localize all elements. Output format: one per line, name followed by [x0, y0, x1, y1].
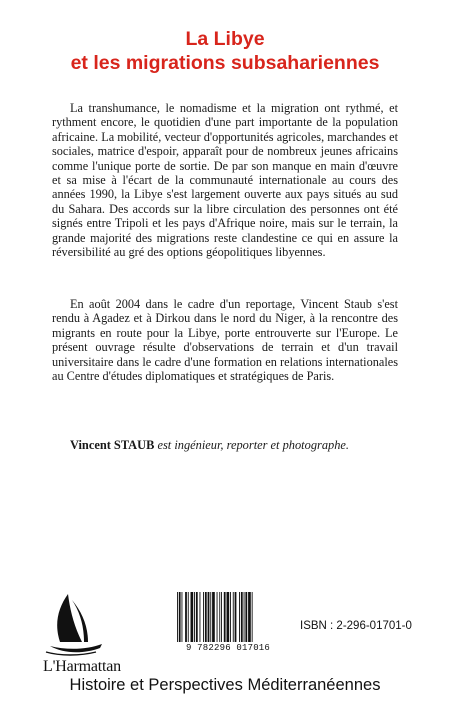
summary-paragraph-1: La transhumance, le nomadisme et la migration ont rythmé, et rythment encore, le quotidien d'une part importante de la population africaine. La mobilité, vecteur d'opportunités agricoles, marchandes et sociales, matrice d'espoir, apparaît pour de nombreux jeunes africains comme l'unique porte de sortie. De par son manque en main d'œuvre et sa mise à l'écart de la communauté internationale au cours des années 1990, la Libye s'est largement ouverte aux pays situés au sud du Sahara. Des accords sur la libre circulation des personnes ont été signés entre Tripoli et les pays d'Afrique noire, mais sur le terrain, la grande majorité des migrations reste clandestine ce qui en assure la réversibilité au gré des options géopolitiques libyennes.: [52, 101, 398, 260]
collection-name: Histoire et Perspectives Méditerranéennes: [69, 676, 381, 694]
author-name: Vincent STAUB: [70, 438, 155, 452]
barcode-image: [175, 592, 281, 642]
author-note: [70, 438, 410, 453]
summary-paragraph-2: En août 2004 dans le cadre d'un reportage, Vincent Staub s'est rendu à Agadez et à Dirkou dans le nord du Niger, à la rencontre des migrants en route pour la Libye, porte entrouverte sur l'Europe. Le présent ouvrage résulte d'observations de terrain et d'un travail universitaire dans le cadre d'une formation en relations internationales au Centre d'études diplomatiques et stratégiques de Paris.: [52, 297, 398, 384]
barcode-number: 9 782296 017016: [185, 643, 270, 653]
title-line-1: La Libye: [185, 28, 265, 50]
publisher-name: L'Harmattan: [43, 658, 121, 675]
isbn-label: ISBN : 2-296-01701-0: [300, 620, 412, 632]
title-line-2: et les migrations subsahariennes: [70, 52, 380, 74]
author-bio: est ingénieur, reporter et photographe.: [157, 438, 350, 452]
